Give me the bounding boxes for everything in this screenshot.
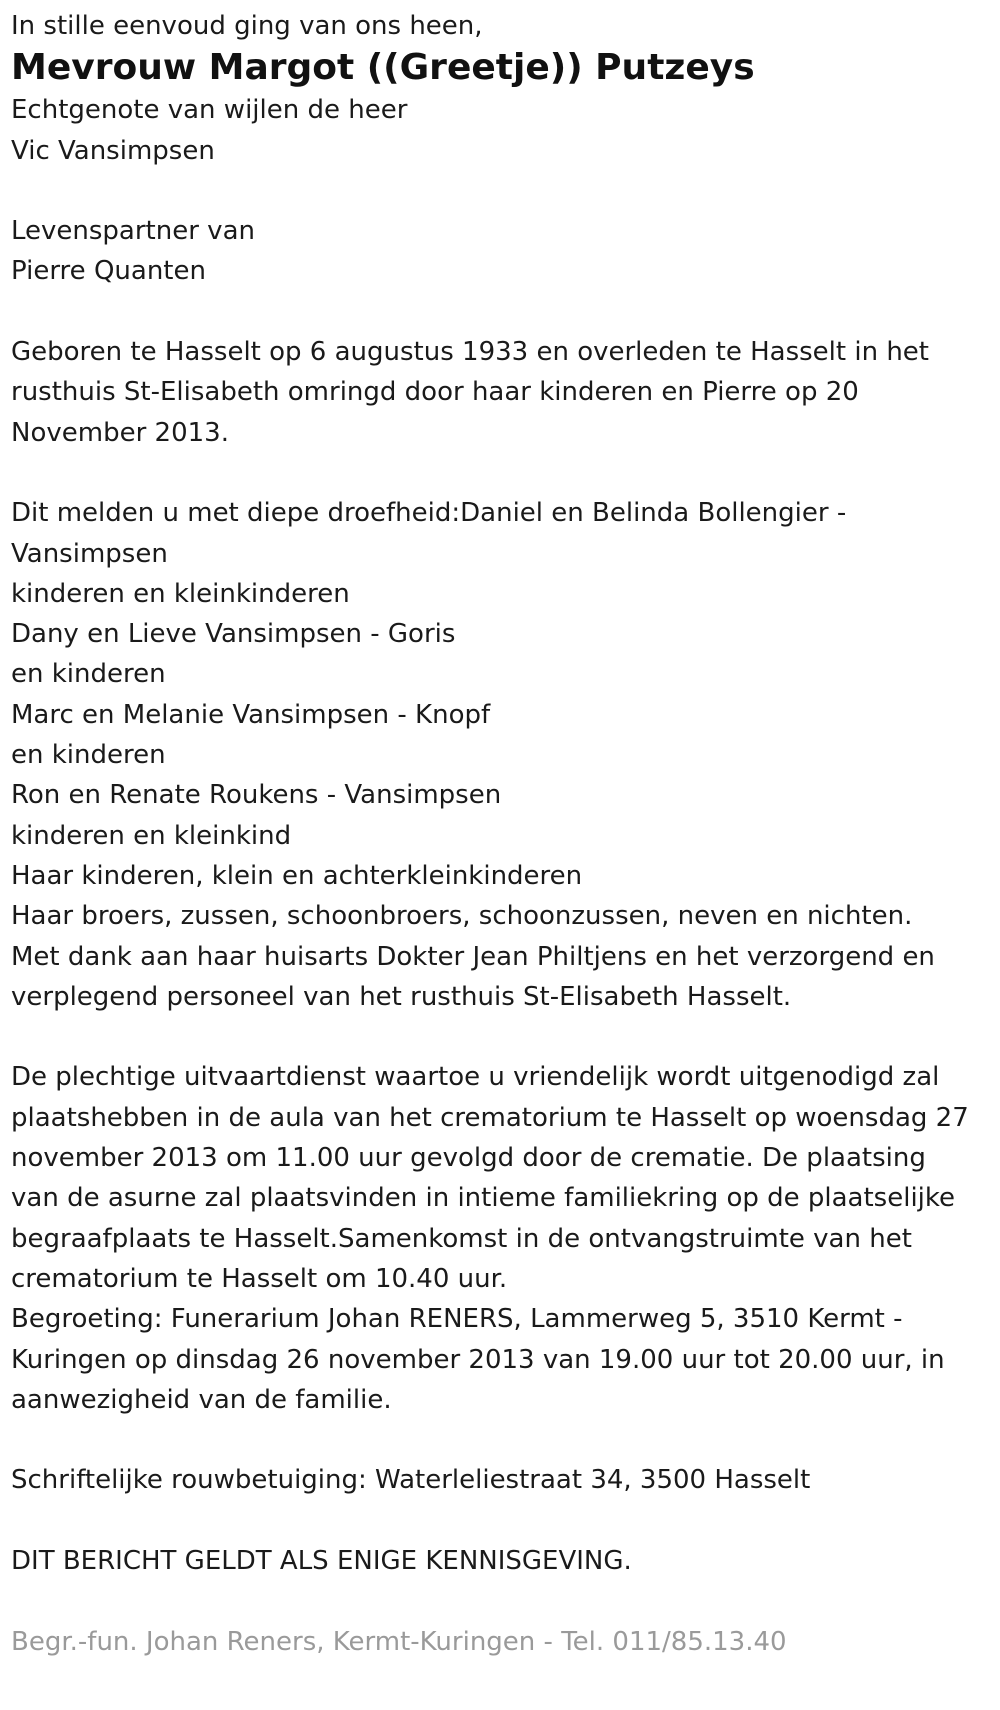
spacer bbox=[11, 453, 996, 493]
family-line: verplegend personeel van het rusthuis St-Elisabeth Hasselt. bbox=[11, 981, 792, 1012]
spacer bbox=[11, 292, 996, 332]
family-line: Dit melden u met diepe droefheid:Daniel en Belinda Bollengier - bbox=[11, 498, 847, 529]
ceremony-line: november 2013 om 11.00 uur gevolgd door de crematie. De plaatsing bbox=[11, 1143, 926, 1174]
spacer bbox=[11, 1581, 996, 1621]
intro-line: In stille eenvoud ging van ons heen, bbox=[11, 11, 483, 41]
family-line: Vansimpsen bbox=[11, 538, 168, 569]
ceremony-line: Begroeting: Funerarium Johan RENERS, Lammerweg 5, 3510 Kermt - bbox=[11, 1304, 903, 1335]
birth-line: Geboren te Hasselt op 6 augustus 1933 en overleden te Hasselt in het bbox=[11, 337, 929, 368]
family-line: Marc en Melanie Vansimpsen - Knopf bbox=[11, 699, 491, 730]
partner-name: Pierre Quanten bbox=[11, 256, 206, 287]
ceremony-line: plaatshebben in de aula van het crematorium te Hasselt op woensdag 27 bbox=[11, 1102, 969, 1133]
spacer bbox=[11, 1501, 996, 1541]
ceremony-line: crematorium te Hasselt om 10.40 uur. bbox=[11, 1263, 508, 1294]
partner-line: Levenspartner van bbox=[11, 216, 255, 247]
sole-notice: DIT BERICHT GELDT ALS ENIGE KENNISGEVING. bbox=[11, 1545, 632, 1576]
ceremony-line: De plechtige uitvaartdienst waartoe u vriendelijk wordt uitgenodigd zal bbox=[11, 1062, 940, 1093]
obituary-notice bbox=[11, 6, 996, 1662]
family-line: Dany en Lieve Vansimpsen - Goris bbox=[11, 619, 456, 650]
spouse-line: Echtgenote van wijlen de heer bbox=[11, 95, 408, 126]
ceremony-line: begraafplaats te Hasselt.Samenkomst in de ontvangstruimte van het bbox=[11, 1223, 912, 1254]
family-line: Haar broers, zussen, schoonbroers, schoonzussen, neven en nichten. bbox=[11, 901, 913, 932]
ceremony-line: van de asurne zal plaatsvinden in intieme familiekring op de plaatselijke bbox=[11, 1183, 956, 1214]
family-line: kinderen en kleinkinderen bbox=[11, 578, 350, 609]
birth-line: rusthuis St-Elisabeth omringd door haar kinderen en Pierre op 20 bbox=[11, 377, 859, 408]
funeral-home-footer: Begr.-fun. Johan Reners, Kermt-Kuringen - Tel. 011/85.13.40 bbox=[11, 1626, 787, 1657]
family-line: en kinderen bbox=[11, 659, 166, 690]
family-line: kinderen en kleinkind bbox=[11, 820, 292, 851]
ceremony-line: Kuringen op dinsdag 26 november 2013 van 19.00 uur tot 20.00 uur, in bbox=[11, 1344, 945, 1375]
spacer bbox=[11, 1017, 996, 1057]
family-line: Ron en Renate Roukens - Vansimpsen bbox=[11, 780, 502, 811]
spouse-name: Vic Vansimpsen bbox=[11, 135, 215, 166]
family-line: en kinderen bbox=[11, 740, 166, 771]
ceremony-line: aanwezigheid van de familie. bbox=[11, 1384, 392, 1415]
condolences-address: Schriftelijke rouwbetuiging: Waterleliestraat 34, 3500 Hasselt bbox=[11, 1465, 811, 1496]
spacer bbox=[11, 171, 996, 211]
family-line: Met dank aan haar huisarts Dokter Jean Philtjens en het verzorgend en bbox=[11, 941, 935, 972]
family-line: Haar kinderen, klein en achterkleinkinderen bbox=[11, 860, 583, 891]
birth-line: November 2013. bbox=[11, 417, 229, 448]
spacer bbox=[11, 1420, 996, 1460]
deceased-name: Mevrouw Margot ((Greetje)) Putzeys bbox=[11, 47, 755, 89]
